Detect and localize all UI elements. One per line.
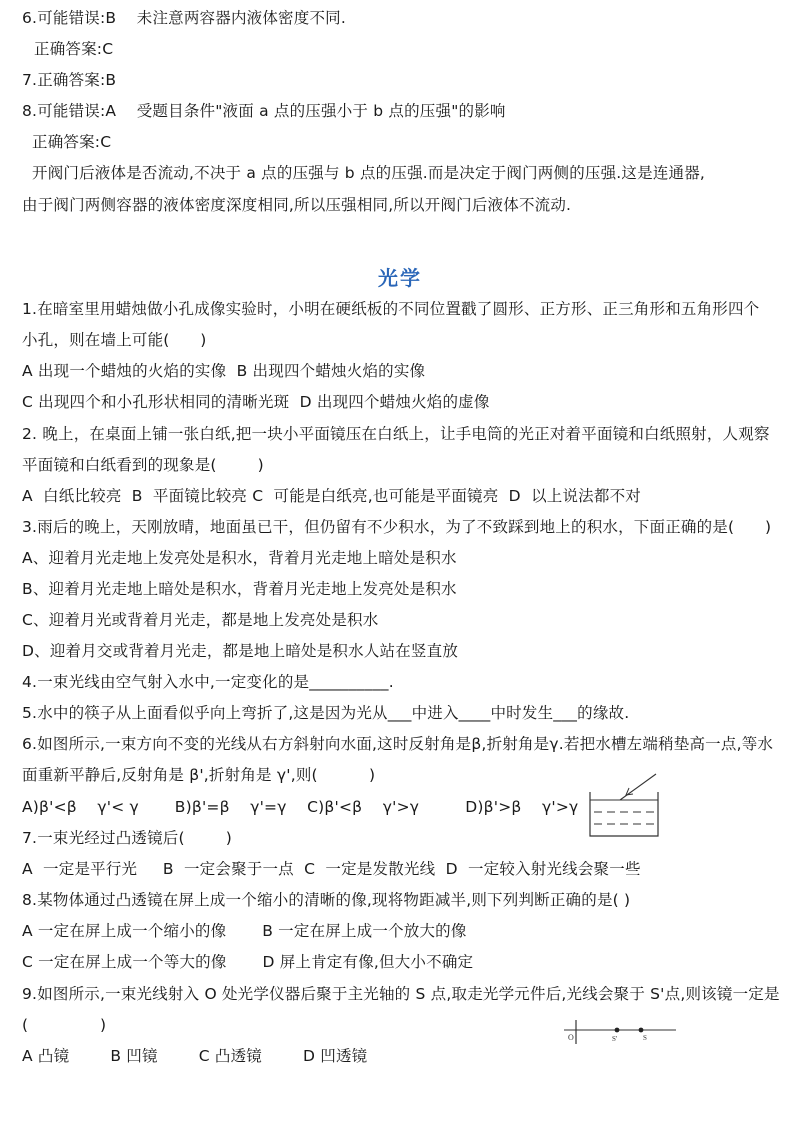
q8-error-line: 8.可能错误:A 受题目条件"液面 a 点的压强小于 b 点的压强"的影响: [22, 102, 506, 120]
q1-stem-line-2: 小孔，则在墙上可能( ): [22, 331, 207, 349]
optical-axis-figure: [562, 1018, 680, 1048]
q6-stem-line-2: 面重新平静后,反射角是 β',折射角是 γ',则( ): [22, 766, 376, 784]
q8-explanation-line-2: 由于阀门两侧容器的液体密度深度相同,所以压强相同,所以开阀门后液体不流动.: [22, 196, 572, 214]
q3-option-b: B、迎着月光走地上暗处是积水，背着月光走地上发亮处是积水: [22, 580, 457, 598]
q8-stem: 8.某物体通过凸透镜在屏上成一个缩小的清晰的像,现将物距减半,则下列判断正确的是( ): [22, 891, 631, 909]
q8-options-ab: A 一定在屏上成一个缩小的像 B 一定在屏上成一个放大的像: [22, 922, 467, 940]
q1-options-cd: C 出现四个和小孔形状相同的清晰光斑 D 出现四个蜡烛火焰的虚像: [22, 393, 490, 411]
label-s: S: [643, 1034, 647, 1042]
water-tank-figure: [586, 770, 662, 838]
q1-options-ab: A 出现一个蜡烛的火焰的实像 B 出现四个蜡烛火焰的实像: [22, 362, 426, 380]
q3-stem: 3.雨后的晚上，天刚放晴，地面虽已干，但仍留有不少积水，为了不致踩到地上的积水，下面正确的是( ): [22, 518, 772, 536]
q9-stem-line-2: ( ): [22, 1016, 107, 1034]
section-title: 光学: [378, 266, 422, 290]
q6-options: A)β'<β γ'< γ B)β'=β γ'=γ C)β'<β γ'>γ D)β'>β γ'>γ: [22, 798, 579, 816]
q2-options: A 白纸比较亮 B 平面镜比较亮 C 可能是白纸亮,也可能是平面镜亮 D 以上说法都不对: [22, 487, 641, 505]
q9-options: A 凸镜 B 凹镜 C 凸透镜 D 凹透镜: [22, 1047, 368, 1065]
q7-options: A 一定是平行光 B 一定会聚于一点 C 一定是发散光线 D 一定较入射光线会聚一些: [22, 860, 641, 878]
q3-option-d: D、迎着月交或背着月光走，都是地上暗处是积水人站在竖直放: [22, 642, 459, 660]
q4-stem: 4.一束光线由空气射入水中,一定变化的是__________.: [22, 673, 394, 691]
q8-options-cd: C 一定在屏上成一个等大的像 D 屏上肯定有像,但大小不确定: [22, 953, 474, 971]
q6-error-line: 6.可能错误:B 未注意两容器内液体密度不同.: [22, 9, 346, 27]
q3-option-c: C、迎着月光或背着月光走，都是地上发亮处是积水: [22, 611, 379, 629]
q9-stem-line-1: 9.如图所示,一束光线射入 O 处光学仪器后聚于主光轴的 S 点,取走光学元件后,光线会聚于 S'点,则该镜一定是: [22, 985, 780, 1003]
q8-explanation-line-1: 开阀门后液体是否流动,不决于 a 点的压强与 b 点的压强.而是决定于阀门两侧的压强.这是连通器,: [32, 164, 706, 182]
q8-answer-line: 正确答案:C: [32, 133, 112, 151]
q6-answer-line: 正确答案:C: [34, 40, 114, 58]
q7-answer-line: 7.正确答案:B: [22, 71, 117, 89]
q2-stem-line-1: 2. 晚上，在桌面上铺一张白纸,把一块小平面镜压在白纸上，让手电筒的光正对着平面镜和白纸照射，人观察: [22, 425, 770, 443]
q7-stem: 7.一束光经过凸透镜后( ): [22, 829, 232, 847]
q3-option-a: A、迎着月光走地上发亮处是积水，背着月光走地上暗处是积水: [22, 549, 457, 567]
label-s-prime: S': [612, 1035, 618, 1043]
q6-stem-line-1: 6.如图所示,一束方向不变的光线从右方斜射向水面,这时反射角是β,折射角是γ.若把水槽左端稍垫高一点,等水: [22, 735, 774, 753]
label-o: O: [568, 1033, 574, 1042]
q2-stem-line-2: 平面镜和白纸看到的现象是( ): [22, 456, 264, 474]
q5-stem: 5.水中的筷子从上面看似乎向上弯折了,这是因为光从___中进入____中时发生___的缘故.: [22, 704, 630, 722]
q1-stem-line-1: 1.在暗室里用蜡烛做小孔成像实验时，小明在硬纸板的不同位置戳了圆形、正方形、正三角形和五角形四个: [22, 300, 760, 318]
